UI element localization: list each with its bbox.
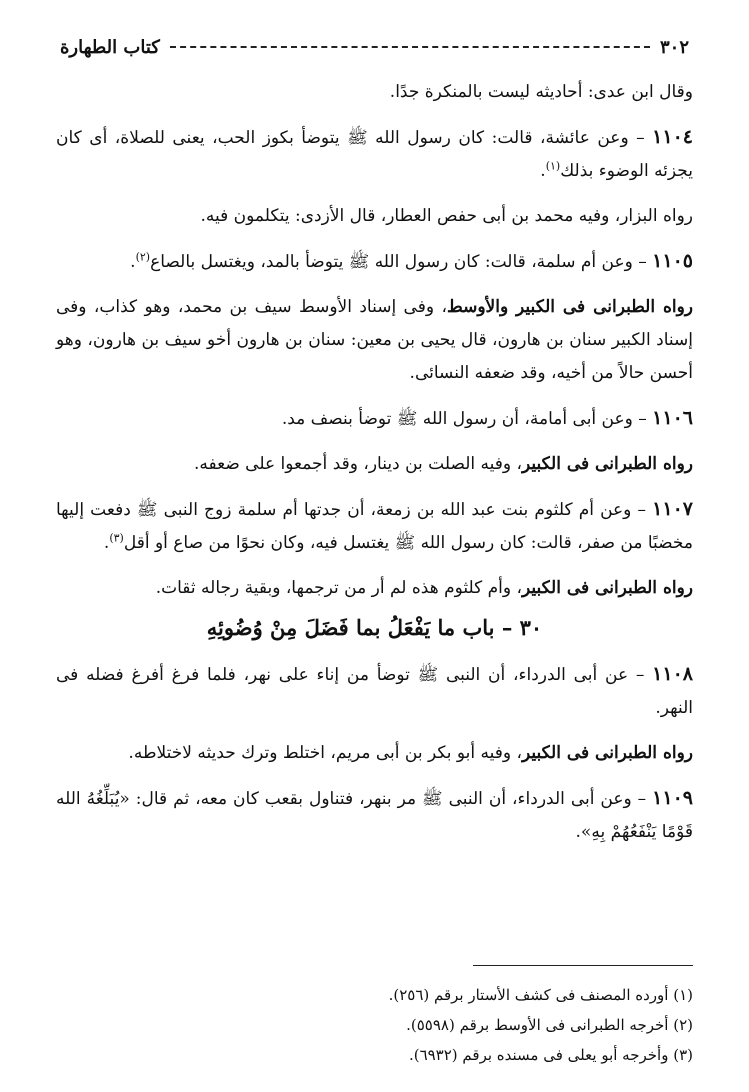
header-rule bbox=[170, 46, 650, 48]
hadith-1106: ١١٠٦ – وعن أبى أمامة، أن رسول الله ﷺ توضأ بنصف مد. bbox=[281, 407, 693, 429]
page-header bbox=[60, 32, 689, 62]
footnote-ref: (١) bbox=[545, 159, 561, 173]
hadith-1104: ١١٠٤ – وعن عائشة، قالت: كان رسول الله ﷺ يتوضأ بكوز الحب، يعنى للصلاة، أى كان يجزئه الوضوء بذلك$^{(١)}$. bbox=[56, 126, 693, 181]
footnote-ref: (٣) bbox=[109, 531, 124, 545]
footnote-ref: (٢) bbox=[135, 250, 151, 264]
footnote-separator bbox=[473, 965, 693, 966]
hadith-number: ١١٠٦ bbox=[652, 407, 693, 429]
hadith-1109: ١١٠٩ – وعن أبى الدرداء، أن النبى ﷺ مر بنهر، فتناول بقعب كان معه، ثم قال: «يُبَلِّغُهُ الله قَوْمًا يَنْفَعُهُمْ بِهِ». bbox=[56, 787, 693, 842]
hadith-number: ١١٠٩ bbox=[652, 787, 693, 809]
footnote-1: (١) أورده المصنف فى كشف الأستار برقم (٢٥٦). bbox=[388, 986, 693, 1004]
paragraph: وقال ابن عدى: أحاديثه ليست بالمنكرة جدًا. bbox=[389, 82, 693, 102]
hadith-number: ١١٠٤ bbox=[652, 126, 693, 148]
footnote-2: (٢) أخرجه الطبرانى فى الأوسط برقم (٥٥٩٨). bbox=[406, 1016, 693, 1034]
takhrij-paragraph: رواه الطبرانى فى الكبير والأوسط، وفى إسناد الأوسط سيف بن محمد، وهو كذاب، وفى إسناد الكبير سنان بن هارون، قال يحيى بن معين: سنان بن هارون أخو سيف بن هارون، وهو أحسن حالاً من أخيه، وقد ضعفه النسائى. bbox=[56, 297, 693, 383]
page-body bbox=[56, 76, 693, 861]
hadith-1108: ١١٠٨ – عن أبى الدرداء، أن النبى ﷺ توضأ من إناء على نهر، فلما فرغ أفرغ فضله فى النهر. bbox=[56, 663, 693, 718]
hadith-number: ١١٠٥ bbox=[652, 250, 693, 272]
hadith-number: ١١٠٨ bbox=[652, 663, 693, 685]
takhrij-paragraph: رواه الطبرانى فى الكبير، وفيه أبو بكر بن أبى مريم، اختلط وترك حديثه لاختلاطه. bbox=[128, 743, 693, 763]
takhrij-paragraph: رواه الطبرانى فى الكبير، وأم كلثوم هذه لم أر من ترجمها، وبقية رجاله ثقات. bbox=[155, 578, 693, 598]
takhrij-paragraph: رواه البزار، وفيه محمد بن أبى حفص العطار، قال الأزدى: يتكلمون فيه. bbox=[200, 206, 693, 226]
takhrij-paragraph: رواه الطبرانى فى الكبير، وفيه الصلت بن دينار، وقد أجمعوا على ضعفه. bbox=[194, 454, 693, 474]
hadith-1107: ١١٠٧ – وعن أم كلثوم بنت عبد الله بن زمعة، أن جدتها أم سلمة زوج النبى ﷺ دفعت إليها مخضبًا من صفر، قالت: كان رسول الله ﷺ يغتسل فيه، وكان نحوًا من صاع أو أقل$^{(٣)}$. bbox=[56, 498, 693, 553]
chapter-heading: ٣٠ – باب ما يَفْعَلُ بما فَضَلَ مِنْ وُضُوئِهِ bbox=[206, 615, 543, 640]
page-number: ٣٠٢ bbox=[659, 36, 689, 58]
hadith-1105: ١١٠٥ – وعن أم سلمة، قالت: كان رسول الله ﷺ يتوضأ بالمد، ويغتسل بالصاع$^{(٢)}$. bbox=[130, 250, 693, 272]
footnotes bbox=[56, 980, 693, 1070]
book-title: كتاب الطهارة bbox=[60, 36, 160, 58]
footnote-3: (٣) وأخرجه أبو يعلى فى مسنده برقم (٦٩٣٢). bbox=[408, 1046, 693, 1064]
hadith-number: ١١٠٧ bbox=[652, 498, 693, 520]
